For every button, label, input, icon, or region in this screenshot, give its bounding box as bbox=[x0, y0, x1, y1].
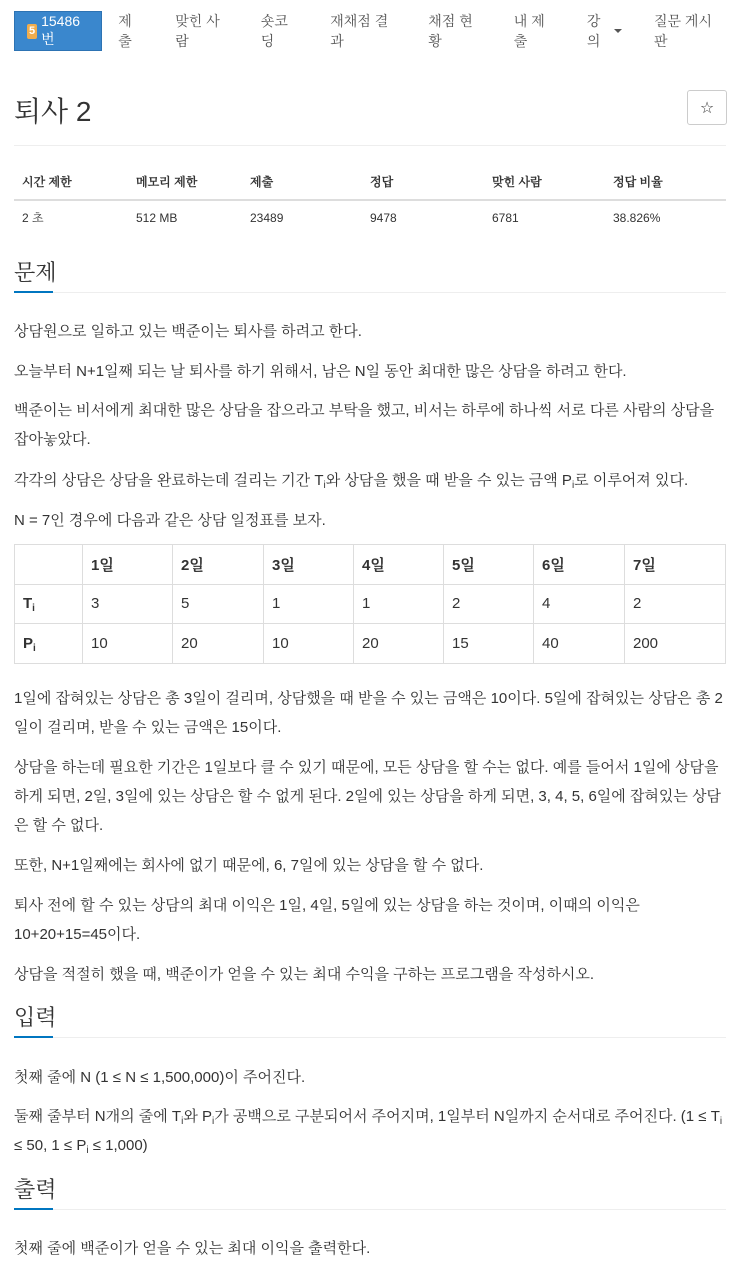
section-title-problem: 문제 bbox=[14, 260, 57, 285]
section-divider bbox=[14, 292, 726, 293]
nav-status[interactable]: 채점 현황 bbox=[428, 13, 473, 49]
nav-problem-number: 15486번 bbox=[41, 13, 81, 47]
info-header: 정답 비율 bbox=[605, 163, 726, 200]
tier-badge-icon: 5 bbox=[28, 24, 36, 37]
schedule-day-header: 3일 bbox=[264, 545, 354, 585]
schedule-table bbox=[14, 544, 726, 664]
p-value: 20 bbox=[173, 624, 264, 664]
star-icon: ☆ bbox=[699, 98, 715, 117]
info-header: 정답 bbox=[362, 163, 484, 200]
schedule-day-header: 6일 bbox=[534, 545, 625, 585]
section-divider bbox=[14, 1037, 726, 1038]
output-paragraph: 첫째 줄에 백준이가 얻을 수 있는 최대 이익을 출력한다. bbox=[14, 1240, 371, 1257]
nav-short-coding[interactable]: 숏코딩 bbox=[260, 13, 288, 49]
t-value: 1 bbox=[264, 584, 354, 624]
accept-ratio: 38.826% bbox=[613, 210, 661, 225]
t-value: 4 bbox=[534, 584, 625, 624]
problem-paragraph: 각각의 상담은 상담을 완료하는데 걸리는 기간 $T_i$와 상담을 했을 때 받을 수 있는 금액 $P_i$로 이루어져 있다. bbox=[14, 472, 689, 491]
nav-submit[interactable]: 제출 bbox=[118, 13, 132, 49]
section-divider bbox=[14, 1209, 726, 1210]
nav-my-submissions[interactable]: 내 제출 bbox=[513, 13, 545, 49]
schedule-day-header: 1일 bbox=[83, 545, 173, 585]
problem-paragraph: 상담원으로 일하고 있는 백준이는 퇴사를 하려고 한다. bbox=[14, 323, 362, 340]
info-header-row bbox=[14, 163, 726, 200]
section-underline bbox=[14, 1208, 53, 1210]
nav-rejudge[interactable]: 재채점 결과 bbox=[330, 13, 389, 49]
section-title-input: 입력 bbox=[14, 1005, 57, 1030]
caret-down-icon bbox=[614, 29, 622, 33]
problem-paragraph: 또한, N+1일째에는 회사에 없기 때문에, 6, 7일에 있는 상담을 할 수 없다. bbox=[14, 857, 484, 874]
schedule-day-header: 7일 bbox=[625, 545, 726, 585]
problem-paragraph: 퇴사 전에 할 수 있는 상담의 최대 이익은 1일, 4일, 5일에 있는 상담을 하는 것이며, 이때의 이익은 10+20+15=45이다. bbox=[14, 897, 640, 943]
input-paragraph: 둘째 줄부터 N개의 줄에 $T_i$와 $P_i$가 공백으로 구분되어서 주어지며, 1일부터 N일까지 순서대로 주어진다. ($1 \le T_i \le 50$, $1 \le P_i \le 1,000$) bbox=[14, 1108, 723, 1156]
row-label-p: $P_i$ bbox=[15, 624, 83, 664]
submissions-count: 23489 bbox=[250, 210, 284, 225]
problem-paragraph: 상담을 하는데 필요한 기간은 1일보다 클 수 있기 때문에, 모든 상담을 할 수는 없다. 예를 들어서 1일에 상담을 하게 되면, 2일, 3일에 있는 상담은 할 수 없게 된다. 2일에 있는 상담을 하게 되면, 3, 4, 5, 6일에 잡혀있는 상담은 할 수 없다. bbox=[14, 759, 722, 834]
problem-paragraph: 백준이는 비서에게 최대한 많은 상담을 잡으라고 부탁을 했고, 비서는 하루에 하나씩 서로 다른 사람의 상담을 잡아놓았다. bbox=[14, 402, 715, 448]
section-underline bbox=[14, 1036, 53, 1038]
memory-limit: 512 MB bbox=[136, 210, 178, 225]
nav-qna[interactable]: 질문 게시판 bbox=[653, 13, 712, 49]
p-value: 20 bbox=[354, 624, 444, 664]
schedule-day-header: 4일 bbox=[354, 545, 444, 585]
problem-paragraph: 오늘부터 N+1일째 되는 날 퇴사를 하기 위해서, 남은 N일 동안 최대한 많은 상담을 하려고 한다. bbox=[14, 363, 627, 380]
section-underline bbox=[14, 291, 53, 293]
accepted-count: 9478 bbox=[370, 210, 397, 225]
t-value: 2 bbox=[625, 584, 726, 624]
schedule-header-row bbox=[15, 545, 726, 585]
problem-paragraph: 상담을 적절히 했을 때, 백준이가 얻을 수 있는 최대 수익을 구하는 프로그램을 작성하시오. bbox=[14, 966, 594, 983]
schedule-corner-cell bbox=[15, 545, 83, 585]
p-value: 10 bbox=[264, 624, 354, 664]
schedule-day-header: 5일 bbox=[444, 545, 534, 585]
t-value: 5 bbox=[173, 584, 264, 624]
divider bbox=[14, 145, 726, 146]
problem-info-table bbox=[14, 163, 726, 234]
problem-paragraph: N = 7인 경우에 다음과 같은 상담 일정표를 보자. bbox=[14, 512, 326, 529]
nav-lectures[interactable] bbox=[571, 11, 638, 51]
input-paragraph: 첫째 줄에 N (1 ≤ N ≤ 1,500,000)이 주어진다. bbox=[14, 1069, 306, 1086]
time-limit: 2 초 bbox=[22, 211, 44, 225]
info-header: 시간 제한 bbox=[14, 163, 128, 200]
p-value: 40 bbox=[534, 624, 625, 664]
schedule-row-t bbox=[15, 584, 726, 624]
info-value-row bbox=[14, 200, 726, 234]
nav-problem-tab[interactable] bbox=[14, 11, 102, 51]
section-title-output: 출력 bbox=[14, 1177, 57, 1202]
page-title: 퇴사 2 bbox=[14, 96, 92, 127]
star-button[interactable] bbox=[687, 90, 727, 125]
t-value: 2 bbox=[444, 584, 534, 624]
info-header: 제출 bbox=[242, 163, 362, 200]
solvers-count: 6781 bbox=[492, 210, 519, 225]
info-header: 맞힌 사람 bbox=[484, 163, 605, 200]
row-label-t: $T_i$ bbox=[15, 584, 83, 624]
schedule-day-header: 2일 bbox=[173, 545, 264, 585]
p-value: 15 bbox=[444, 624, 534, 664]
t-value: 3 bbox=[83, 584, 173, 624]
problem-paragraph: 1일에 잡혀있는 상담은 총 3일이 걸리며, 상담했을 때 받을 수 있는 금액은 10이다. 5일에 잡혀있는 상담은 총 2일이 걸리며, 받을 수 있는 금액은 15이다. bbox=[14, 690, 723, 736]
nav-lectures-label: 강의 bbox=[586, 13, 601, 49]
problem-nav bbox=[14, 11, 736, 51]
t-value: 1 bbox=[354, 584, 444, 624]
info-header: 메모리 제한 bbox=[128, 163, 242, 200]
nav-solvers[interactable]: 맞힌 사람 bbox=[175, 13, 220, 49]
p-value: 200 bbox=[625, 624, 726, 664]
schedule-row-p bbox=[15, 624, 726, 664]
p-value: 10 bbox=[83, 624, 173, 664]
